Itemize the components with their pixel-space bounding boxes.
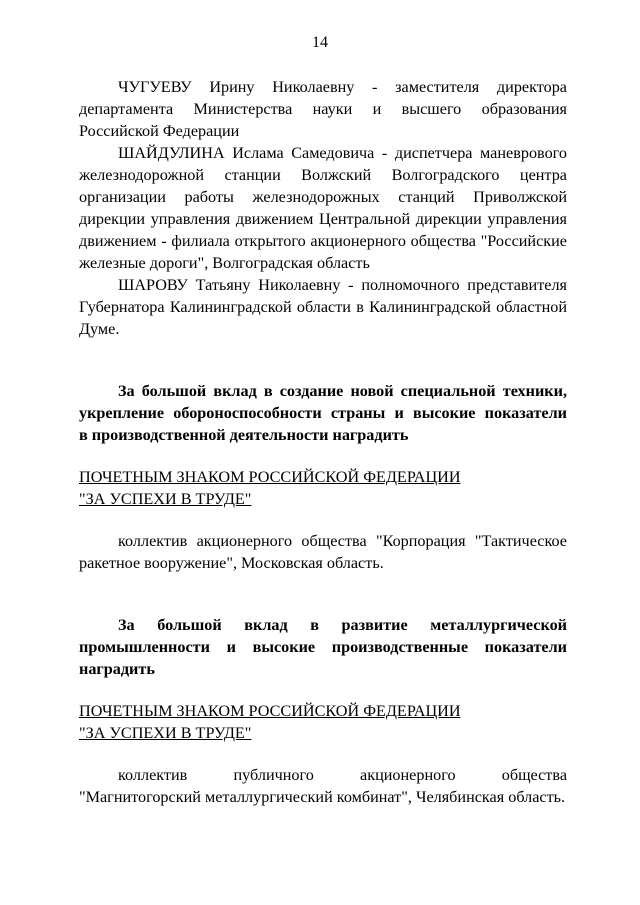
person-entry-shaydulina xyxy=(79,142,567,274)
award-title-line: ПОЧЕТНЫМ ЗНАКОМ РОССИЙСКОЙ ФЕДЕРАЦИИ xyxy=(79,468,461,486)
recipient xyxy=(79,530,567,574)
entry-line: дирекции управления движением Центральной дирекции управления xyxy=(79,210,567,228)
entry-line: департамента Министерства науки и высшего образования xyxy=(79,100,567,118)
entry-line: железные дороги", Волгоградская область xyxy=(79,254,370,272)
entry-line: организации работы железнодорожных станций Приволжской xyxy=(79,188,567,206)
recipient-line: коллектив акционерного общества "Корпорация "Тактическое xyxy=(118,532,567,550)
recipient-line: "Магнитогорский металлургический комбинат", Челябинская область. xyxy=(79,788,566,806)
entry-line: Губернатора Калининградской области в Калининградской областной xyxy=(79,298,567,316)
recipient xyxy=(79,764,567,808)
award-title-line: ПОЧЕТНЫМ ЗНАКОМ РОССИЙСКОЙ ФЕДЕРАЦИИ xyxy=(79,702,461,720)
section-heading-line: промышленности и высокие производственные показатели xyxy=(79,638,567,656)
section-heading-line: За большой вклад в развитие металлургической xyxy=(118,616,567,634)
section-heading-line: За большой вклад в создание новой специальной техники, xyxy=(118,382,567,400)
document-body xyxy=(79,76,567,808)
entry-line: движением - филиала открытого акционерного общества "Российские xyxy=(79,232,567,250)
recipient-line: коллектив публичного акционерного общества xyxy=(118,766,567,784)
award-section-1 xyxy=(79,380,567,574)
entry-line: ШАРОВУ Татьяну Николаевну - полномочного представителя xyxy=(118,276,567,294)
section-heading-line: наградить xyxy=(79,660,155,678)
recipient-line: ракетное вооружение", Московская область. xyxy=(79,554,384,572)
section-heading-line: в производственной деятельности наградить xyxy=(79,426,409,444)
entry-line: железнодорожной станции Волжский Волгоградского центра xyxy=(79,166,567,184)
page-number: 14 xyxy=(312,34,328,51)
award-section-2 xyxy=(79,614,567,808)
entry-line: ЧУГУЕВУ Ирину Николаевну - заместителя директора xyxy=(118,78,567,96)
award-title-line: "ЗА УСПЕХИ В ТРУДЕ" xyxy=(79,490,252,508)
entry-line: ШАЙДУЛИНА Ислама Самедовича - диспетчера маневрового xyxy=(118,144,567,162)
person-entry-chugueva xyxy=(79,76,567,142)
award-title xyxy=(79,466,567,510)
entry-line: Думе. xyxy=(79,320,120,338)
entry-line: Российской Федерации xyxy=(79,122,240,140)
person-entry-sharova xyxy=(79,274,567,340)
section-heading-line: укрепление обороноспособности страны и высокие показатели xyxy=(79,404,567,422)
award-title xyxy=(79,700,567,744)
award-title-line: "ЗА УСПЕХИ В ТРУДЕ" xyxy=(79,724,252,742)
